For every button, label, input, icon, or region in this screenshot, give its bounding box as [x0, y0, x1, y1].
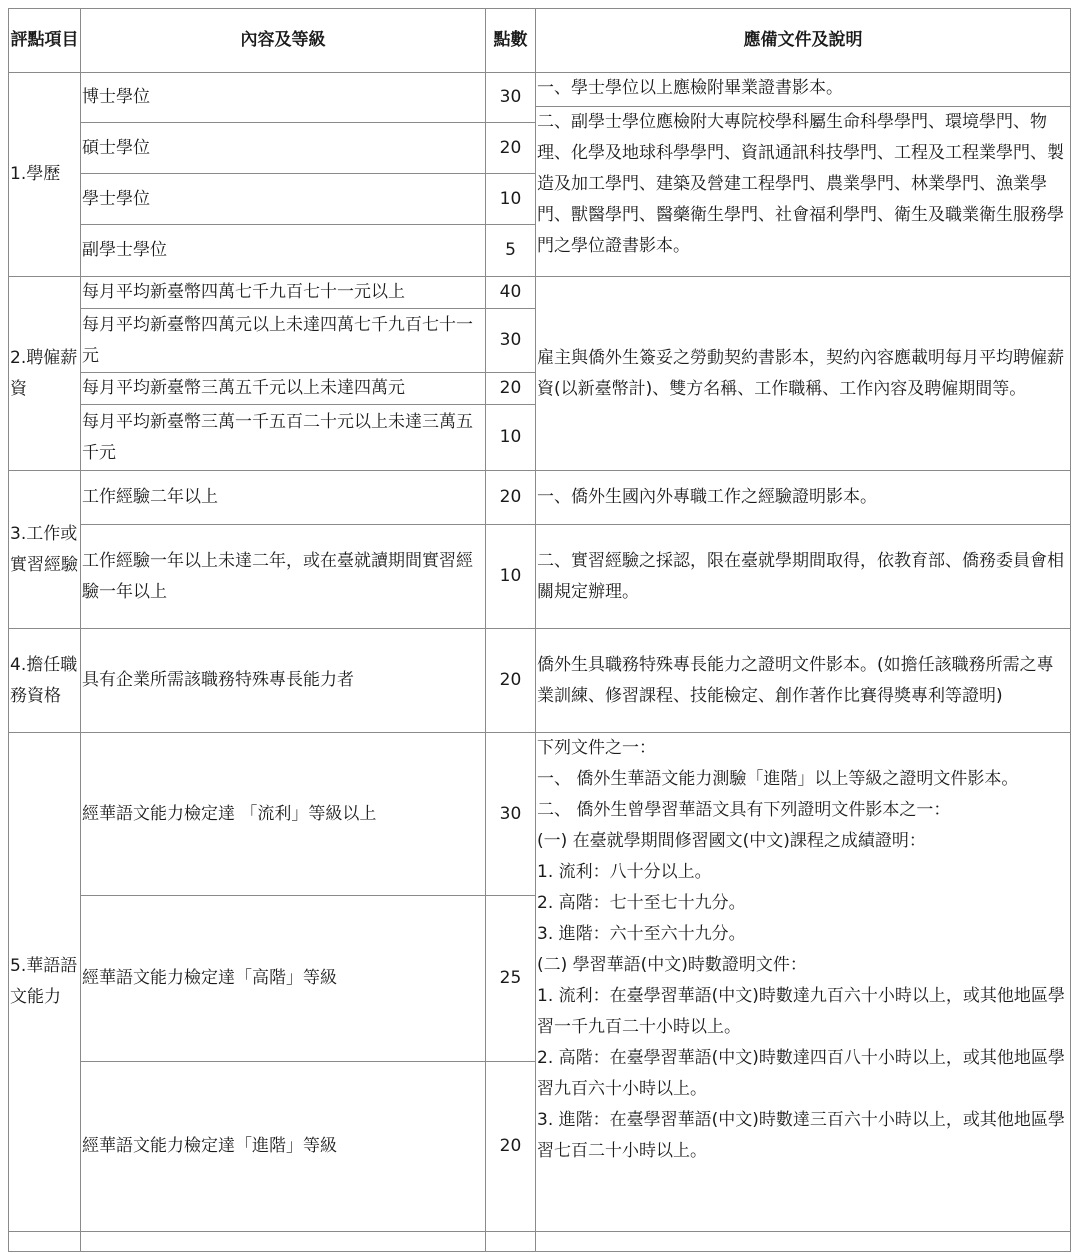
doc-line: 3. 進階：在臺學習華語(中文)時數達三百六十小時以上，或其他地區學習七百二十小時以上。	[537, 1110, 1065, 1161]
doc-line: 一、 僑外生華語文能力測驗「進階」以上等級之證明文件影本。	[537, 769, 1019, 789]
item-points: 10	[486, 525, 536, 629]
item-points: 20	[486, 629, 536, 733]
item-label: 具有企業所需該職務特殊專長能力者	[81, 629, 486, 733]
category-chinese: 5.華語語文能力	[9, 733, 81, 1232]
item-points: 10	[486, 405, 536, 471]
item-points: 40	[486, 277, 536, 309]
category-education: 1.學歷	[9, 73, 81, 277]
doc-line: (二) 學習華語(中文)時數證明文件：	[537, 955, 807, 975]
table-row	[9, 1232, 1071, 1252]
item-label: 碩士學位	[81, 123, 486, 174]
doc-line: 1. 流利：在臺學習華語(中文)時數達九百六十小時以上，或其他地區學習一千九百二十小時以上。	[537, 986, 1065, 1037]
doc-line: 下列文件之一：	[537, 738, 656, 758]
cell-empty	[81, 1232, 486, 1252]
item-points: 30	[486, 309, 536, 373]
item-label: 每月平均新臺幣三萬一千五百二十元以上未達三萬五千元	[81, 405, 486, 471]
item-label: 經華語文能力檢定達「進階」等級	[81, 1062, 486, 1232]
table-row	[9, 277, 1071, 309]
item-label: 每月平均新臺幣四萬七千九百七十一元以上	[81, 277, 486, 309]
documents-education	[536, 73, 1071, 277]
header-category: 評點項目	[9, 9, 81, 73]
doc-line: 二、 僑外生曾學習華語文具有下列證明文件影本之一：	[537, 800, 951, 820]
cell-empty	[9, 1232, 81, 1252]
doc-line: 3. 進階：六十至六十九分。	[537, 924, 746, 944]
doc-paragraph: 一、學士學位以上應檢附畢業證書影本。	[537, 78, 843, 98]
documents-experience-1: 一、僑外生國內外專職工作之經驗證明影本。	[536, 471, 1071, 525]
item-points: 20	[486, 1062, 536, 1232]
cell-empty	[486, 1232, 536, 1252]
item-points: 20	[486, 471, 536, 525]
doc-paragraph: 二、副學士學位應檢附大專院校學科屬生命科學學門、環境學門、物理、化學及地球科學學門、資訊通訊科技學門、工程及工程業學門、製造及加工學門、建築及營建工程學門、農業學門、林業學門、漁業學門、獸醫學門、醫藥衛生學門、社會福利學門、衛生及職業衛生服務學門之學位證書影本。	[536, 106, 1071, 262]
cell-empty	[536, 1232, 1071, 1252]
documents-salary: 雇主與僑外生簽妥之勞動契約書影本，契約內容應載明每月平均聘僱薪資(以新臺幣計)、雙方名稱、工作職稱、工作內容及聘僱期間等。	[536, 277, 1071, 471]
item-points: 25	[486, 896, 536, 1062]
table-row	[9, 471, 1071, 525]
item-label: 博士學位	[81, 73, 486, 123]
item-points: 30	[486, 73, 536, 123]
header-points: 點數	[486, 9, 536, 73]
table-row	[9, 73, 1071, 123]
item-label: 每月平均新臺幣四萬元以上未達四萬七千九百七十一元	[81, 309, 486, 373]
item-points: 10	[486, 174, 536, 225]
item-points: 5	[486, 225, 536, 277]
header-documents: 應備文件及說明	[536, 9, 1071, 73]
item-points: 20	[486, 123, 536, 174]
header-row	[9, 9, 1071, 73]
documents-experience-2: 二、實習經驗之採認，限在臺就學期間取得，依教育部、僑務委員會相關規定辦理。	[536, 525, 1071, 629]
item-label: 學士學位	[81, 174, 486, 225]
category-salary: 2.聘僱薪資	[9, 277, 81, 471]
category-qualification: 4.擔任職務資格	[9, 629, 81, 733]
table-row	[9, 629, 1071, 733]
item-points: 20	[486, 373, 536, 405]
documents-qualification: 僑外生具職務特殊專長能力之證明文件影本。(如擔任該職務所需之專業訓練、修習課程、技能檢定、創作著作比賽得獎專利等證明)	[536, 629, 1071, 733]
item-label: 工作經驗一年以上未達二年，或在臺就讀期間實習經驗一年以上	[81, 525, 486, 629]
table-row	[9, 525, 1071, 629]
item-label: 經華語文能力檢定達 「流利」等級以上	[81, 733, 486, 896]
item-label: 經華語文能力檢定達「高階」等級	[81, 896, 486, 1062]
documents-chinese	[536, 733, 1071, 1232]
doc-line: 1. 流利：八十分以上。	[537, 862, 712, 882]
scoring-table	[8, 8, 1071, 1252]
item-label: 副學士學位	[81, 225, 486, 277]
item-label: 每月平均新臺幣三萬五千元以上未達四萬元	[81, 373, 486, 405]
doc-line: (一) 在臺就學期間修習國文(中文)課程之成績證明：	[537, 831, 926, 851]
item-points: 30	[486, 733, 536, 896]
category-experience: 3.工作或實習經驗	[9, 471, 81, 629]
header-content: 內容及等級	[81, 9, 486, 73]
doc-line: 2. 高階：七十至七十九分。	[537, 893, 746, 913]
doc-line: 2. 高階：在臺學習華語(中文)時數達四百八十小時以上，或其他地區學習九百六十小時以上。	[537, 1048, 1065, 1099]
doc-lines	[537, 733, 1070, 1167]
table-row	[9, 733, 1071, 896]
item-label: 工作經驗二年以上	[81, 471, 486, 525]
